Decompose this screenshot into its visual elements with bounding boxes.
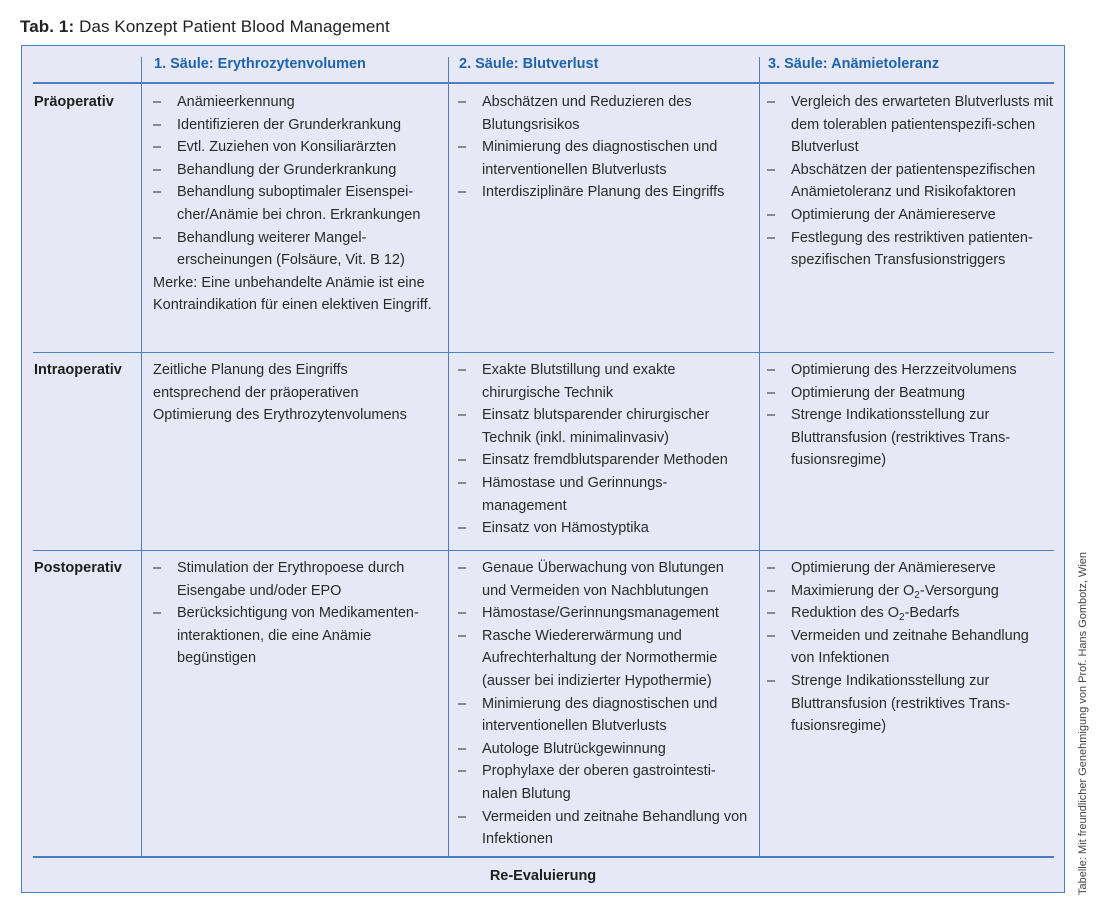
- dash-bullet-icon: –: [458, 520, 467, 537]
- cell-list: [458, 359, 748, 540]
- list-item: [767, 602, 1052, 625]
- cell-list: [767, 91, 1057, 272]
- list-item: [153, 557, 443, 602]
- dash-bullet-icon: –: [153, 560, 162, 576]
- row-divider-1: [33, 352, 1054, 353]
- cell-list: [153, 91, 443, 272]
- cell-postop-col3: [767, 557, 1052, 738]
- list-item: [767, 557, 1052, 580]
- list-item: [767, 227, 1057, 272]
- header-divider: [33, 82, 1054, 84]
- list-item: [458, 181, 748, 204]
- pbm-table: [21, 45, 1065, 893]
- list-item-text: Festlegung des restriktiven patienten-​spezifischen Transfusionstriggers: [791, 229, 1033, 269]
- dash-bullet-icon: –: [767, 672, 776, 689]
- cell-postop-col2: [458, 557, 748, 851]
- cell-list: [767, 557, 1052, 738]
- list-item-text: Berücksichtigung von Medikamenten-​interaktionen, die eine Anämie begünstigen: [177, 605, 419, 667]
- list-item-text: Abschätzen der patientenspezifischen Anämietoleranz und Risikofaktoren: [791, 161, 1036, 201]
- list-item: [458, 738, 748, 761]
- list-item-text: Evtl. Zuziehen von Konsiliarärzten: [177, 139, 397, 156]
- list-item: [458, 625, 748, 693]
- list-item: [458, 517, 748, 540]
- list-item-text: Optimierung der Anämiereserve: [791, 560, 996, 576]
- list-item: [767, 382, 1052, 405]
- dash-bullet-icon: –: [767, 627, 776, 644]
- list-item-text: Vermeiden und zeitnahe Behandlung von Infektionen: [791, 627, 1029, 667]
- list-item-text: Optimierung des Herzzeitvolumens: [791, 362, 1017, 378]
- list-item: [458, 602, 748, 625]
- list-item: [767, 359, 1052, 382]
- list-item-text: Autologe Blutrückgewinnung: [482, 740, 666, 757]
- cell-list: [767, 359, 1052, 472]
- dash-bullet-icon: –: [458, 452, 467, 469]
- column-header-erythrozytenvolumen: 1. Säule: Erythrozytenvolumen: [154, 56, 366, 72]
- table-caption: [20, 17, 390, 37]
- list-item: [153, 159, 443, 182]
- list-item-text: Einsatz von Hämostyptika: [482, 520, 649, 537]
- list-item: [153, 114, 443, 137]
- list-item-text: Rasche Wiedererwärmung und Aufrechterhaltung der Normothermie (ausser bei indizierter Hypothermie): [482, 627, 718, 689]
- list-item-text: Hämostase und Gerinnungs-​management: [482, 474, 668, 514]
- cell-text: Zeitliche Planung des Eingriffs entsprechend der präoperativen Optimierung des Erythrozytenvolumens: [153, 362, 407, 424]
- cell-list: [458, 557, 748, 851]
- list-item: [767, 204, 1057, 227]
- list-item: [153, 136, 443, 159]
- cell-intraop-col1: [153, 359, 438, 427]
- table-caption-label: Tab. 1:: [20, 17, 75, 36]
- dash-bullet-icon: –: [458, 695, 467, 712]
- dash-bullet-icon: –: [458, 560, 467, 576]
- dash-bullet-icon: –: [767, 384, 776, 401]
- list-item-text: Einsatz blutsparender chirurgischer Technik (inkl. minimalinvasiv): [482, 407, 710, 446]
- list-item: [767, 625, 1052, 670]
- list-item-text: Einsatz fremdblutsparender Methoden: [482, 452, 728, 469]
- cell-postop-col1: [153, 557, 443, 670]
- list-item-text: Behandlung suboptimaler Eisenspei-​cher/Anämie bei chron. Erkrankungen: [177, 184, 421, 223]
- list-item: [767, 670, 1052, 738]
- row-divider-2: [33, 550, 1054, 551]
- cell-intraop-col3: [767, 359, 1052, 472]
- list-item: [458, 557, 748, 602]
- dash-bullet-icon: –: [767, 605, 776, 622]
- cell-intraop-col2: [458, 359, 748, 540]
- dash-bullet-icon: –: [153, 229, 162, 246]
- dash-bullet-icon: –: [458, 474, 467, 491]
- list-item: [458, 472, 748, 517]
- list-item-text: Optimierung der Beatmung: [791, 384, 966, 401]
- list-item-text: Minimierung des diagnostischen und interventionellen Blutverlusts: [482, 695, 718, 735]
- cell-praeop-col3: [767, 91, 1057, 272]
- dash-bullet-icon: –: [458, 627, 467, 644]
- list-item: [153, 602, 443, 670]
- list-item-text: Prophylaxe der oberen gastrointesti-​nalen Blutung: [482, 763, 716, 802]
- list-item-text: Behandlung weiterer Mangel-​erscheinungen (Folsäure, Vit. B 12): [177, 229, 405, 269]
- list-item-text: Maximierung der $O_2$-Versorgung: [791, 582, 999, 601]
- dash-bullet-icon: –: [767, 229, 776, 246]
- cell-praeop-col2: [458, 91, 748, 204]
- dash-bullet-icon: –: [767, 560, 776, 576]
- list-item-text: Abschätzen und Reduzieren des Blutungsrisikos: [482, 94, 692, 133]
- list-item: [458, 359, 748, 404]
- dash-bullet-icon: –: [767, 206, 776, 223]
- cell-list: [153, 557, 443, 670]
- list-item: [458, 760, 748, 805]
- dash-bullet-icon: –: [458, 94, 467, 110]
- list-item-text: Anämieerkennung: [177, 94, 295, 110]
- list-item: [458, 449, 748, 472]
- row-header-postoperativ: Postoperativ: [34, 560, 122, 576]
- list-item: [458, 404, 748, 449]
- dash-bullet-icon: –: [458, 763, 467, 780]
- re-evaluierung-row: Re-Evaluierung: [489, 868, 597, 884]
- dash-bullet-icon: –: [767, 407, 776, 424]
- dash-bullet-icon: –: [458, 605, 467, 622]
- list-item: [458, 136, 748, 181]
- list-item-text: Interdisziplinäre Planung des Eingriffs: [482, 184, 725, 201]
- table-caption-text: Das Konzept Patient Blood Management: [79, 17, 390, 36]
- column-header-anaemietoleranz: 3. Säule: Anämietoleranz: [768, 56, 940, 72]
- list-item: [767, 91, 1057, 159]
- list-item: [153, 181, 443, 226]
- list-item-text: Genaue Überwachung von Blutungen und Vermeiden von Nachblutungen: [482, 560, 724, 599]
- dash-bullet-icon: –: [153, 184, 162, 201]
- list-item-text: Strenge Indikationsstellung zur Bluttransfusion (restriktives Trans-​fusionsregime): [791, 672, 1011, 735]
- dash-bullet-icon: –: [767, 582, 776, 599]
- list-item-text: Identifizieren der Grunderkrankung: [177, 116, 402, 133]
- table-credit: Tabelle: Mit freundlicher Genehmigung von Prof. Hans Gombotz, Wien: [1077, 552, 1089, 895]
- list-item: [767, 159, 1057, 204]
- list-item: [153, 91, 443, 114]
- col-divider-2: [448, 57, 449, 856]
- dash-bullet-icon: –: [153, 94, 162, 110]
- dash-bullet-icon: –: [767, 161, 776, 178]
- cell-note: Merke: Eine unbehandelte Anämie ist eine Kontraindikation für einen elektiven Eingriff.: [153, 274, 432, 314]
- list-item-text: Strenge Indikationsstellung zur Bluttransfusion (restriktives Trans-​fusionsregime): [791, 407, 1011, 469]
- dash-bullet-icon: –: [153, 139, 162, 156]
- dash-bullet-icon: –: [458, 139, 467, 156]
- list-item-text: Minimierung des diagnostischen und interventionellen Blutverlusts: [482, 139, 718, 178]
- row-header-intraoperativ: Intraoperativ: [34, 362, 122, 378]
- list-item: [767, 404, 1052, 472]
- dash-bullet-icon: –: [153, 116, 162, 133]
- list-item-text: Stimulation der Erythropoese durch Eisengabe und/oder EPO: [177, 560, 405, 599]
- dash-bullet-icon: –: [767, 94, 776, 110]
- list-item: [458, 693, 748, 738]
- list-item-text: Hämostase/Gerinnungsmanagement: [482, 605, 719, 622]
- list-item-text: Reduktion des $O_2$-Bedarfs: [791, 605, 960, 624]
- list-item-text: Vermeiden und zeitnahe Behandlung von Infektionen: [482, 808, 748, 848]
- list-item-text: Vergleich des erwarteten Blutverlusts mit dem tolerablen patientenspezifi-​schen Blutverlust: [791, 94, 1053, 156]
- dash-bullet-icon: –: [458, 362, 467, 378]
- list-item: [767, 580, 1052, 603]
- col-divider-3: [759, 57, 760, 856]
- dash-bullet-icon: –: [458, 184, 467, 201]
- list-item-text: Exakte Blutstillung und exakte chirurgische Technik: [482, 362, 676, 401]
- row-header-praeoperativ: Präoperativ: [34, 94, 114, 110]
- col-divider-1: [141, 57, 142, 856]
- dash-bullet-icon: –: [458, 740, 467, 757]
- cell-praeop-col1: [153, 91, 443, 317]
- cell-list: [458, 91, 748, 204]
- dash-bullet-icon: –: [458, 808, 467, 825]
- dash-bullet-icon: –: [767, 362, 776, 378]
- list-item-text: Optimierung der Anämiereserve: [791, 206, 996, 223]
- list-item: [458, 806, 748, 851]
- dash-bullet-icon: –: [153, 605, 162, 622]
- list-item: [458, 91, 748, 136]
- list-item-text: Behandlung der Grunderkrankung: [177, 161, 397, 178]
- dash-bullet-icon: –: [458, 407, 467, 424]
- list-item: [153, 227, 443, 272]
- column-header-blutverlust: 2. Säule: Blutverlust: [459, 56, 599, 72]
- dash-bullet-icon: –: [153, 161, 162, 178]
